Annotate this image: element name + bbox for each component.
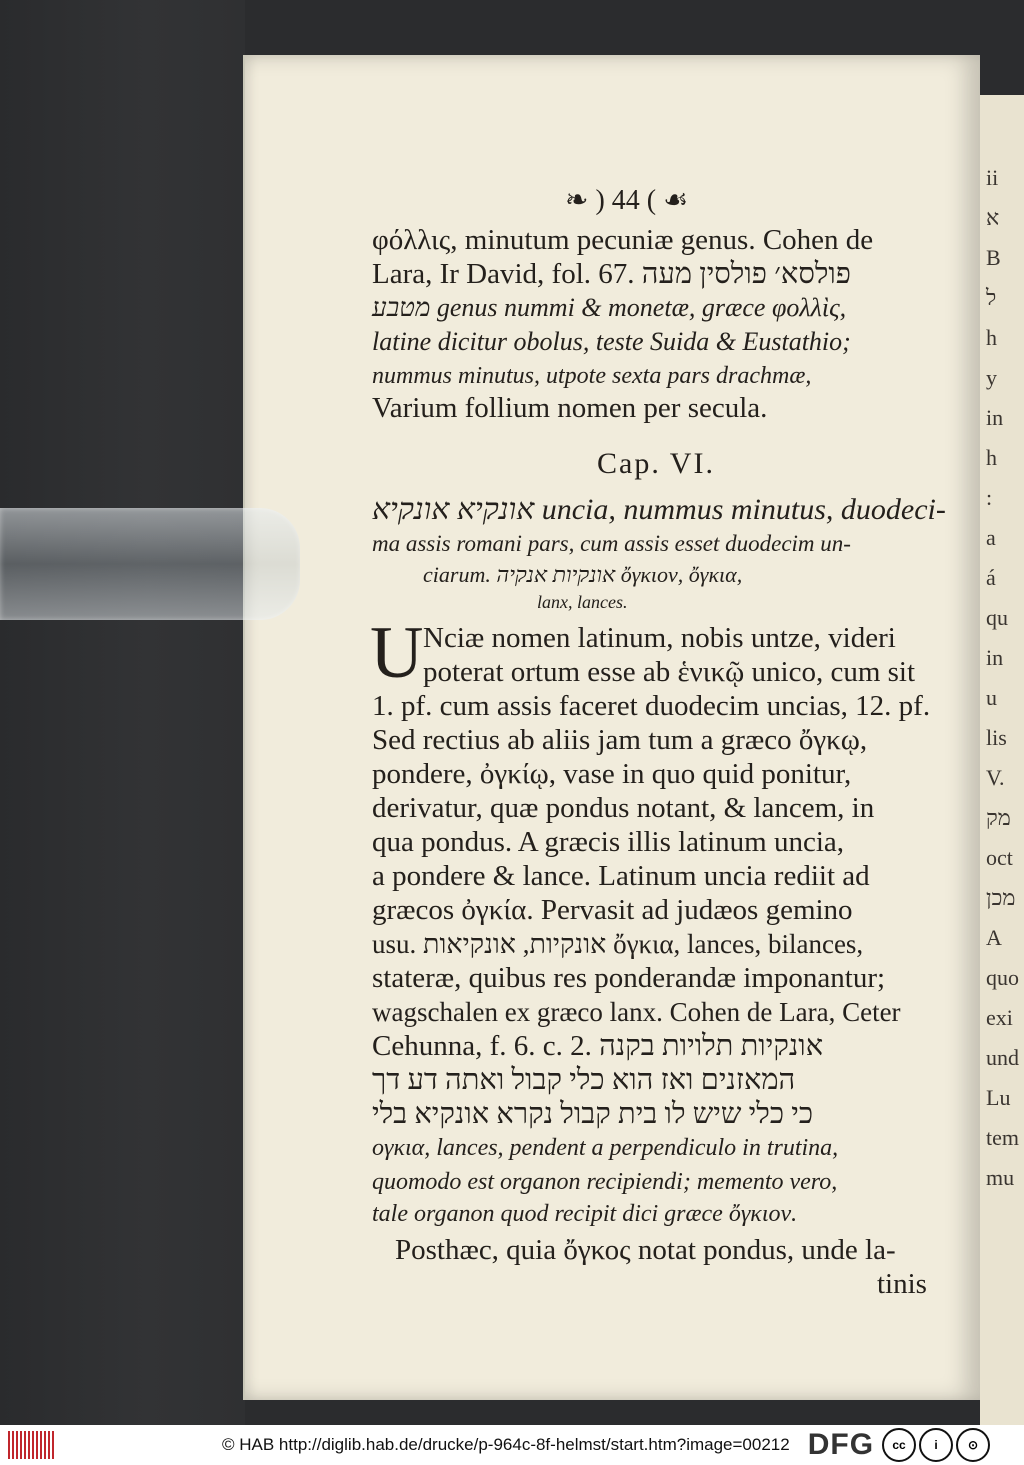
barcode-bar [44,1431,46,1459]
dfg-logo: DFG [807,1428,875,1461]
barcode-bar [32,1431,34,1459]
text-line: ma assis romani pars, cum assis esset duodecim un- [372,531,851,556]
text-line: כי כלי שיש לו בית קבול נקרא אונקיא בלי [372,1098,814,1130]
next-page-fragment: B [986,245,1001,270]
next-page-fragment: exi [986,1005,1013,1030]
barcode-bar [40,1431,42,1459]
text-line: tinis [877,1268,927,1300]
text-line: 1. pf. cum assis faceret duodecim uncias, 12. pf. [372,690,931,722]
next-page-fragment: V. [986,765,1005,790]
next-page-fragment: מכן [986,885,1016,910]
next-page-fragment: a [986,525,996,550]
barcode-bar [8,1431,10,1459]
next-page-fragment: in [986,645,1004,670]
next-page-fragment: y [986,365,997,390]
background-left [0,0,245,1425]
barcode-icon [8,1431,54,1459]
text-line: Varium follium nomen per secula. [372,392,768,424]
text-line: quomodo est organon recipiendi; memento vero, [372,1169,838,1195]
text-line: derivatur, quæ pondus notant, & lancem, in [372,792,875,824]
barcode-bar [48,1431,50,1459]
next-page-fragment: qu [986,605,1008,630]
chapter-heading: Cap. VI. [597,447,715,480]
attribution-icon: i [919,1428,953,1462]
text-line: tale organon quod recipit dici græce ὄγκιον. [372,1201,798,1227]
next-page-fragment: u [986,685,997,710]
text-line: nummus minutus, utpote sexta pars drachmæ, [372,363,812,389]
book-page [243,55,980,1400]
text-line: φόλλις, minutum pecuniæ genus. Cohen de [372,224,874,256]
next-page-fragment: tem [986,1125,1019,1150]
next-page-fragment: מק [986,805,1011,830]
license-icons[interactable] [882,1428,990,1462]
next-page-fragment: á [986,565,996,590]
share-alike-icon: ⊙ [956,1428,990,1462]
text-line: qua pondus. A græcis illis latinum uncia, [372,826,845,858]
text-line: מטבע genus nummi & monetæ, græce φολλὶς, [372,293,847,322]
text-line: המאזנים ואז הוא כלי קבול ואתה דע דך [372,1064,796,1096]
barcode-bar [20,1431,22,1459]
next-page-fragment: h [986,325,997,350]
cc-icon: cc [882,1428,916,1462]
page-header: ❧ ) 44 ( ☙ [565,185,689,216]
text-line: Posthæc, quia ὄγκος notat pondus, unde la- [395,1234,896,1266]
glass-clamp [0,508,300,620]
text-line: stateræ, quibus res ponderandæ imponantur; [372,962,886,994]
text-line: poterat ortum esse ab ἑνικῷ unico, cum sit [423,656,916,688]
text-line: latine dicitur obolus, teste Suida & Eustathio; [372,327,851,356]
text-line: Nciæ nomen latinum, nobis untze, videri [423,622,896,654]
next-page-fragment: h [986,445,997,470]
next-page-fragment: א [986,205,1000,230]
next-page-fragment: lis [986,725,1007,750]
text-line: usu. אונקיות, אונקיאות ὄγκια, lances, bilances, [372,929,864,959]
next-page-fragment: und [986,1045,1019,1070]
barcode-bar [24,1431,26,1459]
next-page-fragment: ל [986,285,997,310]
next-page-fragment: Lu [986,1085,1011,1110]
text-line: wagschalen ex græco lanx. Cohen de Lara, Ceter [372,997,901,1027]
text-line: Sed rectius ab aliis jam tum a græco ὄγκῳ, [372,724,868,756]
text-line: græcos ὀγκία. Pervasit ad judæos gemino [372,894,853,926]
barcode-bar [28,1431,30,1459]
text-line: lanx, lances. [537,592,628,612]
next-page-fragment: oct [986,845,1013,870]
footer-bar [0,1425,1024,1465]
text-line: Cehunna, f. 6. c. 2. אונקיות תלויות בקנה [372,1030,824,1062]
next-page-fragment: mu [986,1165,1015,1190]
copyright-link[interactable]: © HAB http://diglib.hab.de/drucke/p-964c-8f-helmst/start.htm?image=00212 [222,1435,790,1454]
next-page-fragment: A [986,925,1002,950]
text-line: ciarum. אונקיות אנקיה ὄγκιον, ὄγκια, [423,562,743,587]
text-line: אונקיא אונקיא uncia, nummus minutus, duodeci- [372,493,946,526]
barcode-bar [52,1431,54,1459]
next-page-fragment: quo [986,965,1019,990]
text-line: ογκια, lances, pendent a perpendiculo in trutina, [372,1135,839,1161]
drop-cap: U [370,612,424,694]
page-text [245,55,980,1400]
text-line: pondere, ὀγκίῳ, vase in quo quid ponitur, [372,758,852,790]
next-page-fragment: : [986,485,993,510]
next-page-fragment: ii [986,165,999,190]
barcode-bar [36,1431,38,1459]
barcode-bar [16,1431,18,1459]
text-line: a pondere & lance. Latinum uncia rediit ad [372,860,870,892]
barcode-bar [12,1431,14,1459]
next-page-margin [980,95,1024,1425]
text-line: Lara, Ir David, fol. 67. פולסא׳ פולסין מעה [372,258,851,290]
next-page-fragment: in [986,405,1004,430]
